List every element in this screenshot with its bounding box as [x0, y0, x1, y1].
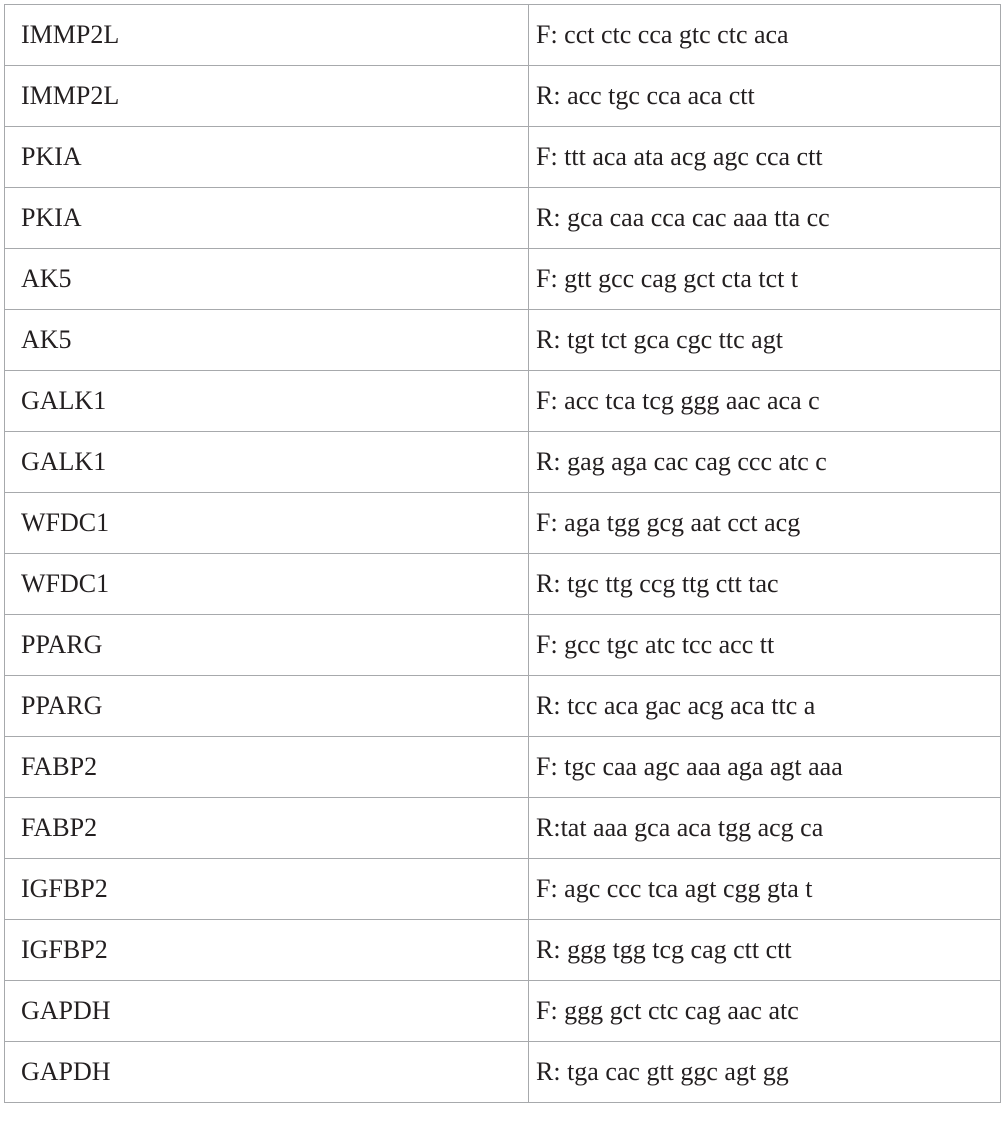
- table-row: [5, 859, 1001, 920]
- primer-sequence-cell: R: gca caa cca cac aaa tta cc: [529, 188, 1001, 249]
- gene-name-cell: WFDC1: [5, 554, 529, 615]
- table-row: [5, 249, 1001, 310]
- primer-sequence-cell: F: tgc caa agc aaa aga agt aaa: [529, 737, 1001, 798]
- table-row: [5, 920, 1001, 981]
- table-row: [5, 554, 1001, 615]
- primer-sequence-cell: R: gag aga cac cag ccc atc c: [529, 432, 1001, 493]
- gene-name-cell: AK5: [5, 310, 529, 371]
- gene-name-cell: PKIA: [5, 127, 529, 188]
- primer-sequence-cell: F: cct ctc cca gtc ctc aca: [529, 5, 1001, 66]
- table-row: [5, 737, 1001, 798]
- primer-sequence-cell: F: acc tca tcg ggg aac aca c: [529, 371, 1001, 432]
- primer-sequence-cell: R:tat aaa gca aca tgg acg ca: [529, 798, 1001, 859]
- gene-name-cell: PKIA: [5, 188, 529, 249]
- primer-sequence-cell: R: tgc ttg ccg ttg ctt tac: [529, 554, 1001, 615]
- gene-name-cell: FABP2: [5, 798, 529, 859]
- table-row: [5, 1042, 1001, 1103]
- gene-name-cell: PPARG: [5, 676, 529, 737]
- gene-name-cell: GAPDH: [5, 1042, 529, 1103]
- primer-sequence-cell: R: tga cac gtt ggc agt gg: [529, 1042, 1001, 1103]
- gene-name-cell: FABP2: [5, 737, 529, 798]
- table-row: [5, 432, 1001, 493]
- primer-sequence-cell: F: agc ccc tca agt cgg gta t: [529, 859, 1001, 920]
- table-row: [5, 981, 1001, 1042]
- table-row: [5, 188, 1001, 249]
- primer-sequence-cell: F: gtt gcc cag gct cta tct t: [529, 249, 1001, 310]
- gene-name-cell: WFDC1: [5, 493, 529, 554]
- primer-sequence-cell: F: ggg gct ctc cag aac atc: [529, 981, 1001, 1042]
- gene-name-cell: IMMP2L: [5, 66, 529, 127]
- gene-name-cell: GALK1: [5, 432, 529, 493]
- table-row: [5, 615, 1001, 676]
- primer-sequence-cell: R: ggg tgg tcg cag ctt ctt: [529, 920, 1001, 981]
- table-row: [5, 310, 1001, 371]
- gene-name-cell: AK5: [5, 249, 529, 310]
- table-row: [5, 66, 1001, 127]
- table-row: [5, 371, 1001, 432]
- primer-table: [4, 4, 1001, 1103]
- primer-sequence-cell: F: ttt aca ata acg agc cca ctt: [529, 127, 1001, 188]
- table-row: [5, 798, 1001, 859]
- gene-name-cell: GAPDH: [5, 981, 529, 1042]
- gene-name-cell: IGFBP2: [5, 859, 529, 920]
- table-row: [5, 5, 1001, 66]
- table-row: [5, 493, 1001, 554]
- table-row: [5, 676, 1001, 737]
- gene-name-cell: GALK1: [5, 371, 529, 432]
- primer-sequence-cell: R: tgt tct gca cgc ttc agt: [529, 310, 1001, 371]
- primer-sequence-cell: F: gcc tgc atc tcc acc tt: [529, 615, 1001, 676]
- gene-name-cell: IGFBP2: [5, 920, 529, 981]
- gene-name-cell: PPARG: [5, 615, 529, 676]
- primer-sequence-cell: R: acc tgc cca aca ctt: [529, 66, 1001, 127]
- table-row: [5, 127, 1001, 188]
- primer-sequence-cell: R: tcc aca gac acg aca ttc a: [529, 676, 1001, 737]
- gene-name-cell: IMMP2L: [5, 5, 529, 66]
- primer-sequence-cell: F: aga tgg gcg aat cct acg: [529, 493, 1001, 554]
